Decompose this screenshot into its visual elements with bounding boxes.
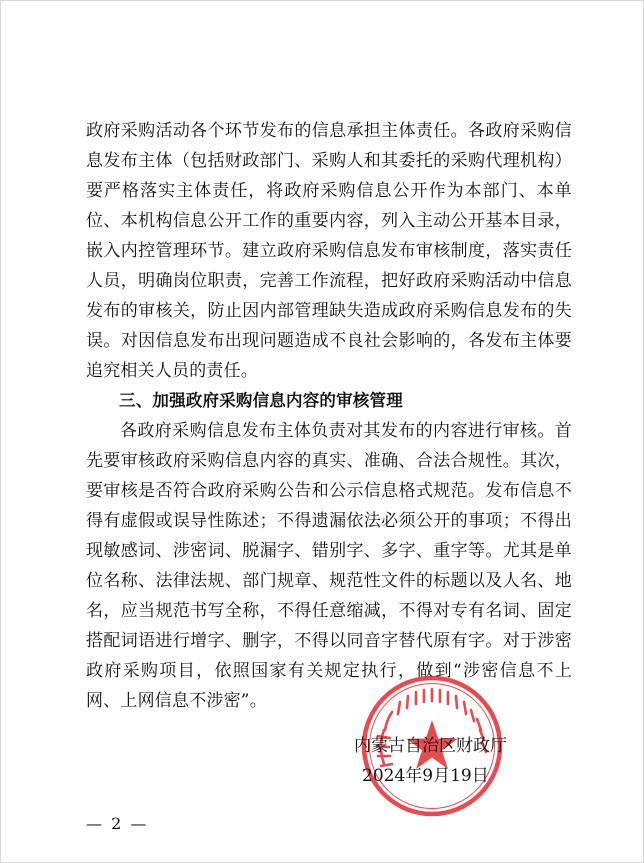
section-heading: 三、加强政府采购信息内容的审核管理 xyxy=(119,391,403,410)
issue-date: 2024年9月19日 xyxy=(362,766,489,786)
section-paragraph: 各政府采购信息发布主体负责对其发布的内容进行审核。首先要审核政府采购信息内容的真实、准确、合法合规性。其次，要审核是否符合政府采购公告和公示信息格式规范。发布信息不得有虚假或误导性陈述；不得遗漏依法必须公开的事项；不得出现敏感词、涉密词、脱漏字、错别字、多字、重字等。尤其是单位名称、法律法规、部门规章、规范性文件的标题以及人名、地名，应当规范书写全称，不得任意缩减，不得对专有名词、固定搭配词语进行增字、删字，不得以同音字替代原有字。对于涉密政府采购项目，依照国家有关规定执行，做到“涉密信息不上网、上网信息不涉密”。 xyxy=(86,421,572,711)
page-number: — 2 — xyxy=(86,814,149,833)
issuing-organization: 内蒙古自治区财政厅 xyxy=(354,736,507,756)
document-body xyxy=(86,116,572,716)
body-paragraph-continued: 政府采购活动各个环节发布的信息承担主体责任。各政府采购信息发布主体（包括财政部门、采购人和其委托的采购代理机构）要严格落实主体责任，将政府采购信息公开作为本部门、本单位、本机构信息公开工作的重要内容，列入主动公开基本目录，嵌入内控管理环节。建立政府采购信息发布审核制度，落实责任人员，明确岗位职责，完善工作流程，把好政府采购活动中信息发布的审核关，防止因内部管理缺失造成政府采购信息发布的失误。对因信息发布出现问题造成不良社会影响的，各发布主体要追究相关人员的责任。 xyxy=(86,121,572,381)
